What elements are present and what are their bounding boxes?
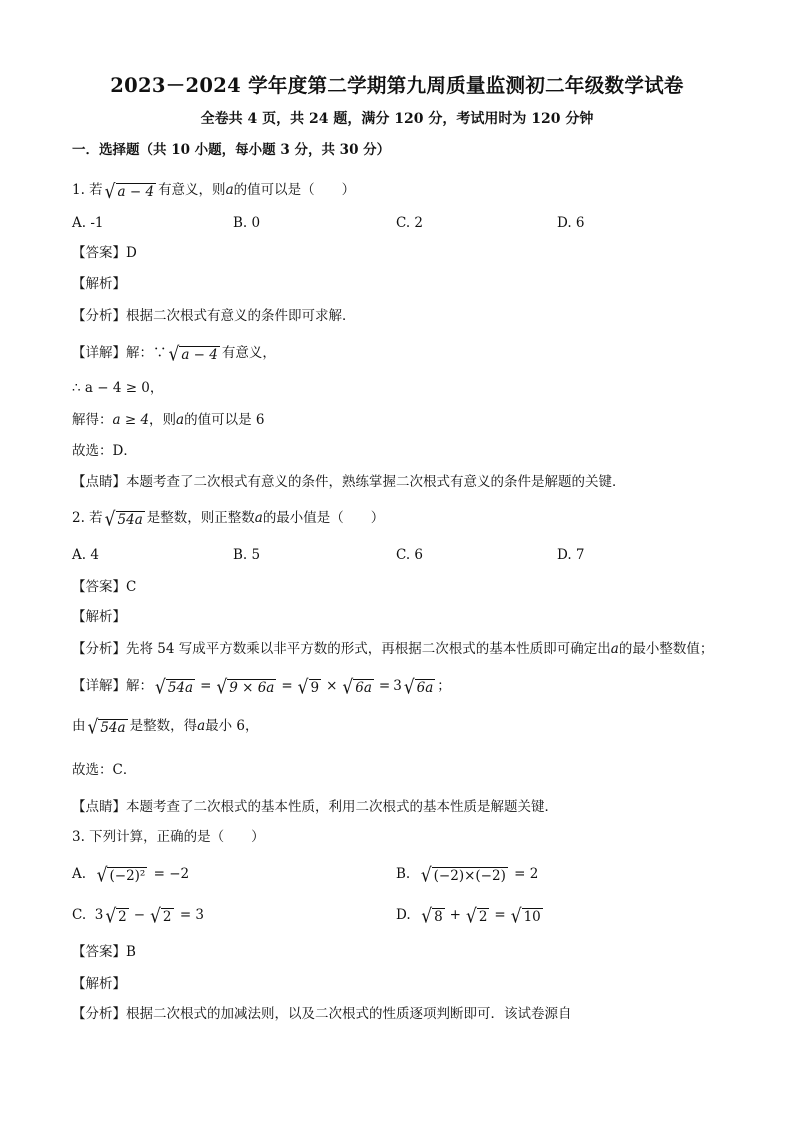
q1-text: 有意义，则 xyxy=(158,182,226,198)
q2-option-b: B. 5 xyxy=(233,547,261,563)
q1-option-d: D. 6 xyxy=(557,215,585,231)
q1-dianjing: 【点睛】本题考查了二次根式有意义的条件，熟练掌握二次根式有意义的条件是解题的关键． xyxy=(72,474,626,490)
q3-option-c: C. 3 √ 2 − √ 2 = 3 xyxy=(72,905,205,929)
exam-title: 2023－2024 学年度第二学期第九周质量监测初二年级数学试卷 xyxy=(110,74,684,97)
question-1-stem xyxy=(72,180,356,204)
q2-fenxi: 【分析】先将 54 写成平方数乘以非平方数的形式，再根据二次根式的基本性质即可确定出a的最小整数值； xyxy=(72,641,714,657)
q1-end: 的值可以是（ ） xyxy=(233,182,356,198)
q1-option-c: C. 2 xyxy=(396,215,424,231)
section-heading: 一．选择题（共 10 小题，每小题 3 分，共 30 分） xyxy=(72,142,391,158)
q1-choice: 故选：D． xyxy=(72,443,137,459)
exam-subtitle: 全卷共 4 页，共 24 题，满分 120 分，考试用时为 120 分钟 xyxy=(200,111,594,127)
question-2-stem: 2. 若 √ 54a 是整数，则正整数a的最小值是（ ） xyxy=(72,508,385,532)
q1-option-a: A. -1 xyxy=(72,215,104,231)
q2-answer: 【答案】C xyxy=(72,579,137,595)
q1-var: a xyxy=(225,182,234,198)
q2-result: 由 √ 54a 是整数，得a最小 6， xyxy=(72,716,259,740)
q3-fenxi: 【分析】根据二次根式的加减法则，以及二次根式的性质逐项判断即可．该试卷源自 xyxy=(72,1006,572,1022)
q3-analysis-tag: 【解析】 xyxy=(72,976,126,992)
q2-analysis-tag: 【解析】 xyxy=(72,609,126,625)
q1-option-b: B. 0 xyxy=(233,215,261,231)
q3-option-d: D. √ 8 + √ 2 = √ 10 xyxy=(396,905,541,929)
q1-step-1: ∴ a − 4 ≥ 0， xyxy=(72,380,164,396)
q1-detail: 【详解】解：∵ √ a − 4 有意义， xyxy=(72,343,276,367)
q2-option-c: C. 6 xyxy=(396,547,424,563)
q3-answer: 【答案】B xyxy=(72,944,136,960)
q2-option-a: A. 4 xyxy=(72,547,99,563)
q2-option-d: D. 7 xyxy=(557,547,585,563)
question-3-stem: 3. 下列计算，正确的是（ ） xyxy=(72,829,265,845)
q1-analysis-tag: 【解析】 xyxy=(72,276,126,292)
q1-number: 1. 若 xyxy=(72,182,103,198)
q2-detail: 【详解】解： √ 54a = √ 9 × 6a = √ 9 × √ 6a = 3 √ 6a ； xyxy=(72,676,451,700)
q2-choice: 故选：C． xyxy=(72,762,137,778)
q1-fenxi: 【分析】根据二次根式有意义的条件即可求解． xyxy=(72,308,356,324)
q1-step-2: 解得：a ≥ 4，则a的值可以是 6 xyxy=(72,412,265,428)
q2-dianjing: 【点睛】本题考查了二次根式的基本性质，利用二次根式的基本性质是解题关键． xyxy=(72,799,558,815)
q1-radical: √ a − 4 xyxy=(104,180,155,204)
q1-answer: 【答案】D xyxy=(72,245,137,261)
q3-option-a: A. √ (−2)² = −2 xyxy=(72,864,190,888)
q3-option-b: B. √ (−2)×(−2) = 2 xyxy=(396,864,539,888)
